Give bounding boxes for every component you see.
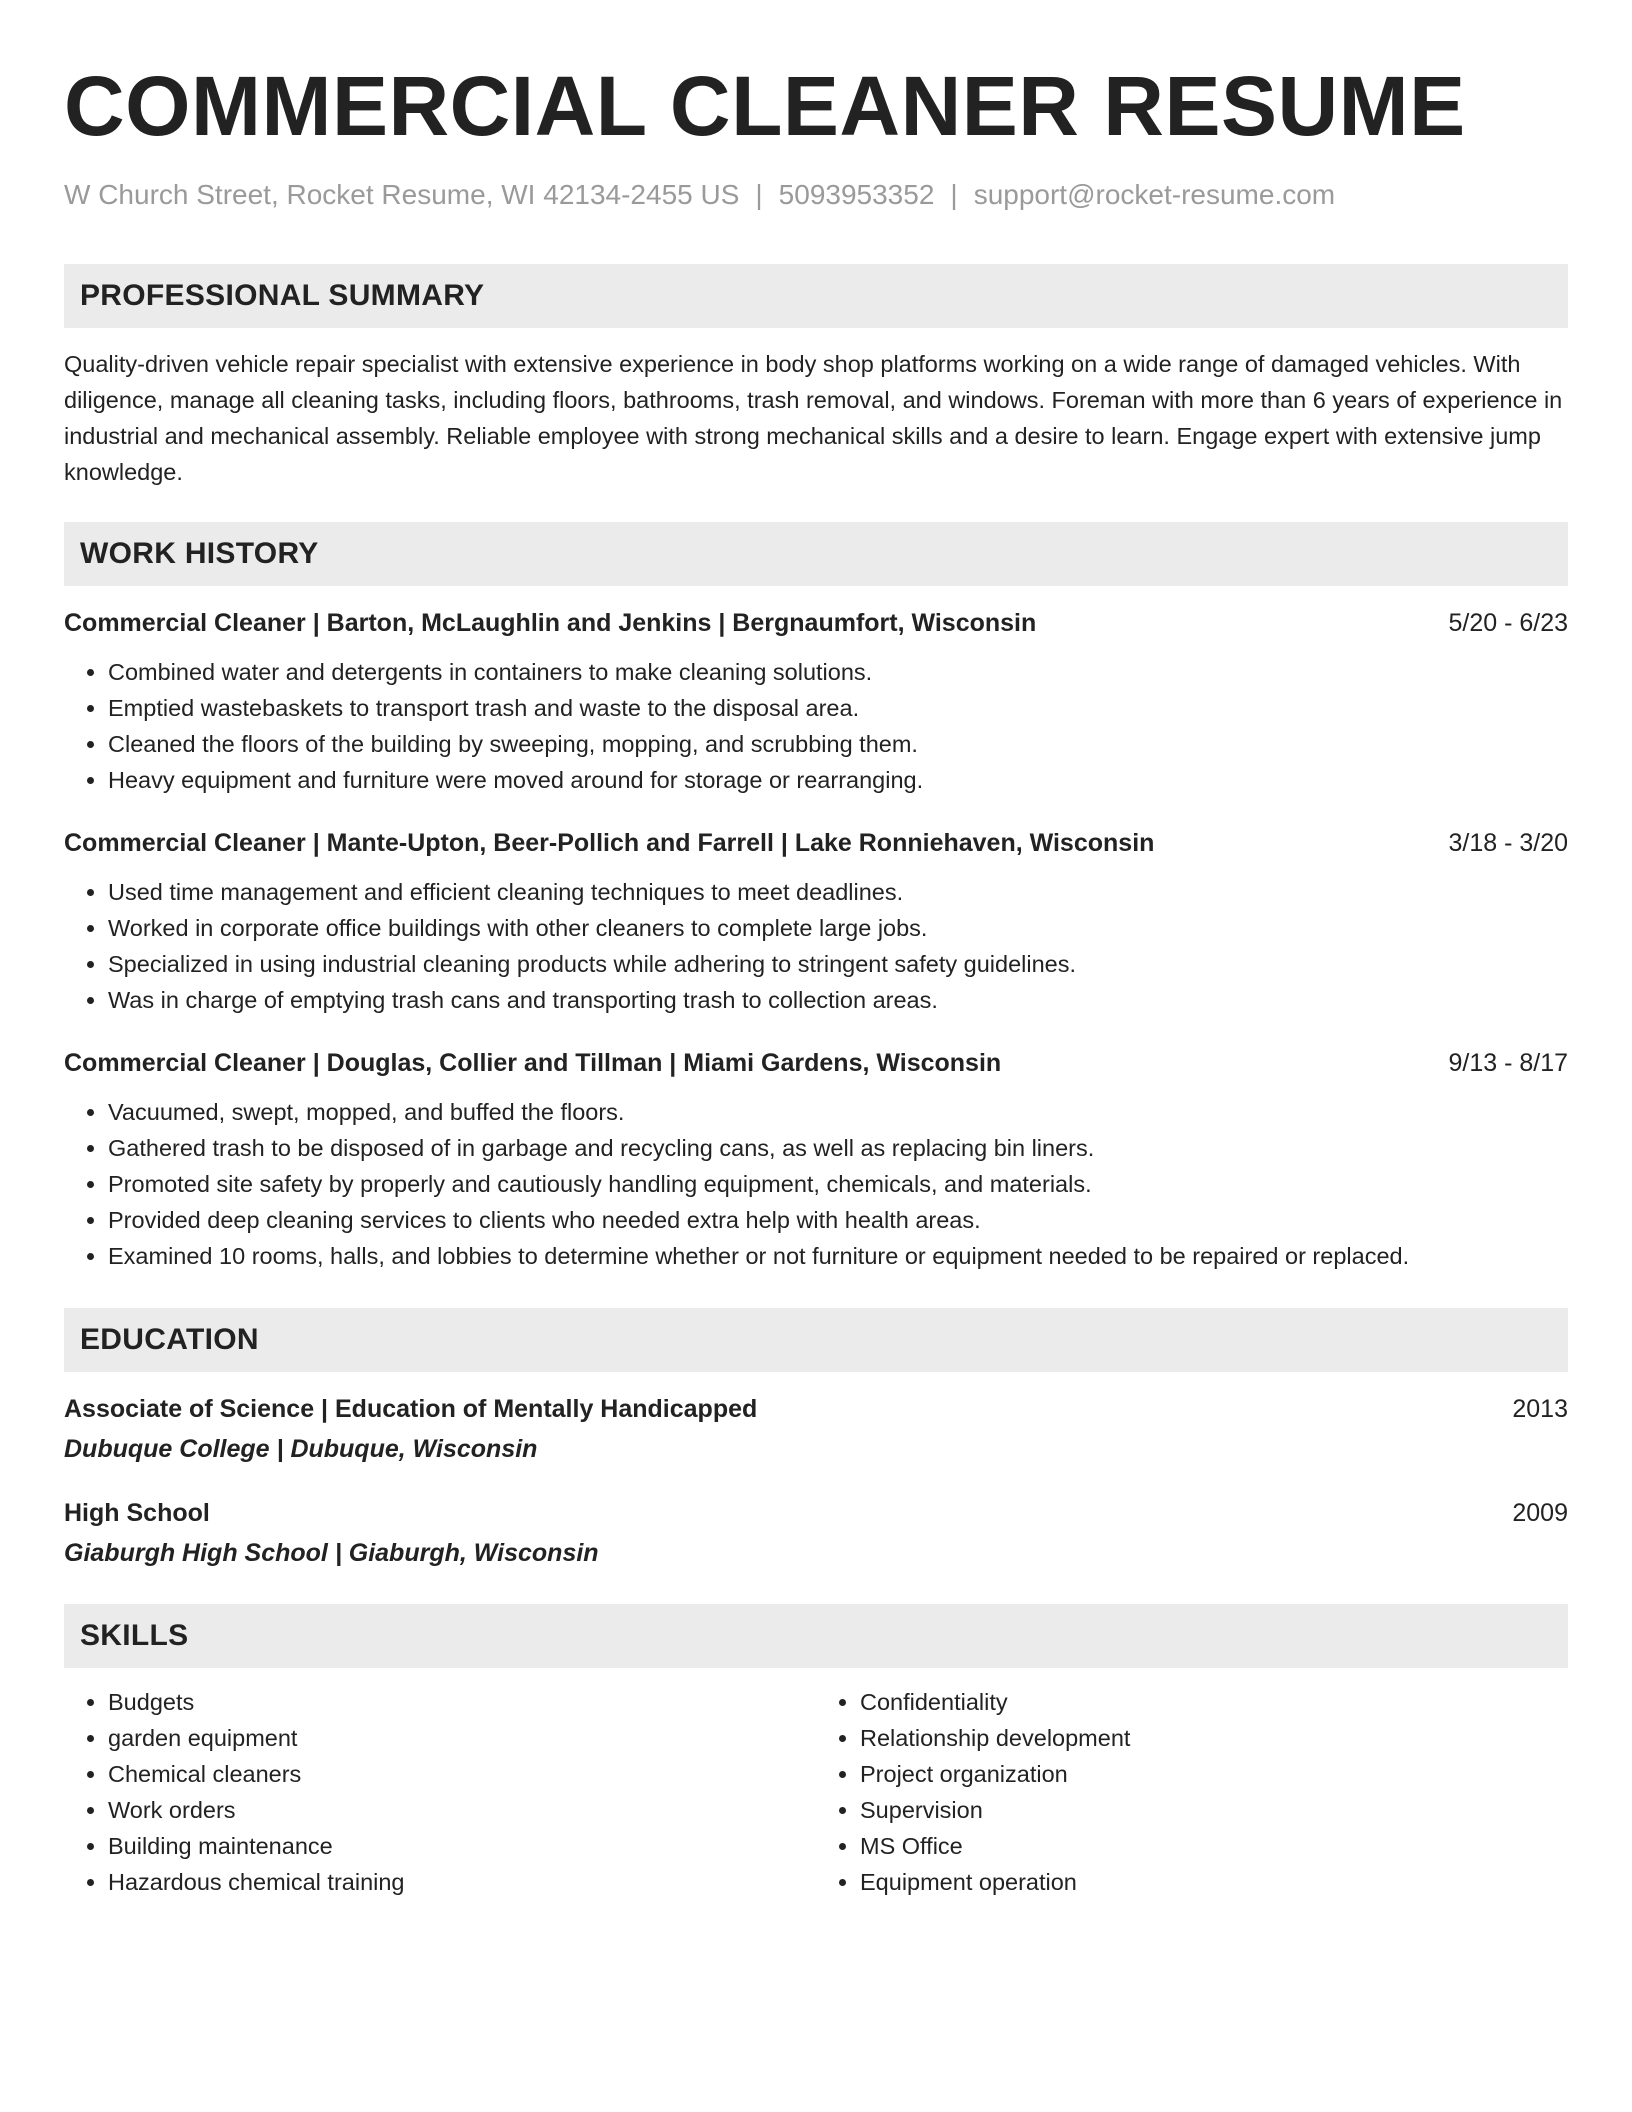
job-bullet: • Used time management and efficient cleaning techniques to meet deadlines. bbox=[108, 874, 1568, 910]
job-dates: 9/13 - 8/17 bbox=[1448, 1049, 1568, 1077]
education-school: Dubuque College | Dubuque, Wisconsin bbox=[64, 1435, 538, 1463]
education-header bbox=[64, 1392, 1568, 1426]
job-bullet: • Provided deep cleaning services to clients who needed extra help with health areas. bbox=[108, 1202, 1568, 1238]
job-title: Commercial Cleaner | Mante-Upton, Beer-Pollich and Farrell | Lake Ronniehaven, Wisconsin bbox=[64, 829, 1155, 857]
education-entry bbox=[64, 1392, 1568, 1466]
job-bullet: • Combined water and detergents in containers to make cleaning solutions. bbox=[108, 654, 1568, 690]
summary-section bbox=[64, 264, 1568, 490]
skill-item: • MS Office bbox=[860, 1828, 1568, 1864]
job-bullet: • Examined 10 rooms, halls, and lobbies to determine whether or not furniture or equipment needed to be repaired or replaced. bbox=[108, 1238, 1568, 1274]
summary-text: Quality-driven vehicle repair specialist with extensive experience in body shop platforms working on a wide range of damaged vehicles. With diligence, manage all cleaning tasks, including floors, bathrooms, trash removal, and windows. Foreman with more than 6 years of experience in industrial and mechanical assembly. Reliable employee with strong mechanical skills and a desire to learn. Engage expert with extensive jump knowledge. bbox=[64, 351, 1563, 485]
job-title: Commercial Cleaner | Barton, McLaughlin and Jenkins | Bergnaumfort, Wisconsin bbox=[64, 609, 1037, 637]
skill-item: • Work orders bbox=[108, 1792, 816, 1828]
job-bullet: • Cleaned the floors of the building by sweeping, mopping, and scrubbing them. bbox=[108, 726, 1568, 762]
education-entry bbox=[64, 1496, 1568, 1570]
skill-item: • Confidentiality bbox=[860, 1684, 1568, 1720]
job-title: Commercial Cleaner | Douglas, Collier and Tillman | Miami Gardens, Wisconsin bbox=[64, 1049, 1002, 1077]
skills-list-right bbox=[816, 1684, 1568, 1900]
skill-item: • Supervision bbox=[860, 1792, 1568, 1828]
job-header bbox=[64, 826, 1568, 860]
job-bullet: • Vacuumed, swept, mopped, and buffed the floors. bbox=[108, 1094, 1568, 1130]
job-entry bbox=[64, 606, 1568, 798]
contact-email: support@rocket-resume.com bbox=[973, 179, 1336, 210]
skill-item: • Project organization bbox=[860, 1756, 1568, 1792]
education-year: 2009 bbox=[1512, 1499, 1568, 1527]
education-degree: High School bbox=[64, 1499, 210, 1527]
education-header bbox=[64, 1496, 1568, 1530]
job-bullet: • Promoted site safety by properly and cautiously handling equipment, chemicals, and materials. bbox=[108, 1166, 1568, 1202]
skill-item: • Budgets bbox=[108, 1684, 816, 1720]
job-bullet: • Heavy equipment and furniture were moved around for storage or rearranging. bbox=[108, 762, 1568, 798]
education-year: 2013 bbox=[1512, 1395, 1568, 1423]
skill-item: • Hazardous chemical training bbox=[108, 1864, 816, 1900]
skill-item: • Building maintenance bbox=[108, 1828, 816, 1864]
education-school: Giaburgh High School | Giaburgh, Wisconsin bbox=[64, 1539, 599, 1567]
summary-heading: PROFESSIONAL SUMMARY bbox=[64, 264, 1568, 328]
education-section bbox=[64, 1308, 1568, 1570]
job-dates: 3/18 - 3/20 bbox=[1448, 829, 1568, 857]
contact-separator: | bbox=[755, 179, 763, 210]
skill-item: • Relationship development bbox=[860, 1720, 1568, 1756]
education-heading: EDUCATION bbox=[64, 1308, 1568, 1372]
work-history-section bbox=[64, 522, 1568, 1274]
job-header bbox=[64, 1046, 1568, 1080]
contact-address: W Church Street, Rocket Resume, WI 42134-2455 US bbox=[64, 179, 740, 210]
job-bullets bbox=[64, 1094, 1568, 1274]
job-entry bbox=[64, 826, 1568, 1018]
contact-phone: 5093953352 bbox=[778, 179, 935, 210]
job-dates: 5/20 - 6/23 bbox=[1448, 609, 1568, 637]
skills-section bbox=[64, 1604, 1568, 1900]
job-bullets bbox=[64, 654, 1568, 798]
job-bullet: • Was in charge of emptying trash cans and transporting trash to collection areas. bbox=[108, 982, 1568, 1018]
skill-item: • Equipment operation bbox=[860, 1864, 1568, 1900]
job-header bbox=[64, 606, 1568, 640]
work-history-heading: WORK HISTORY bbox=[64, 522, 1568, 586]
job-bullet: • Gathered trash to be disposed of in garbage and recycling cans, as well as replacing bin liners. bbox=[108, 1130, 1568, 1166]
contact-separator: | bbox=[950, 179, 958, 210]
skills-columns bbox=[64, 1684, 1568, 1900]
job-bullet: • Specialized in using industrial cleaning products while adhering to stringent safety guidelines. bbox=[108, 946, 1568, 982]
job-bullets bbox=[64, 874, 1568, 1018]
resume-title: COMMERCIAL CLEANER RESUME bbox=[64, 59, 1466, 153]
job-bullet: • Worked in corporate office buildings with other cleaners to complete large jobs. bbox=[108, 910, 1568, 946]
skills-heading: SKILLS bbox=[64, 1604, 1568, 1668]
skill-item: • garden equipment bbox=[108, 1720, 816, 1756]
skill-item: • Chemical cleaners bbox=[108, 1756, 816, 1792]
contact-line bbox=[64, 178, 1568, 212]
job-bullet: • Emptied wastebaskets to transport trash and waste to the disposal area. bbox=[108, 690, 1568, 726]
skills-list-left bbox=[64, 1684, 816, 1900]
job-entry bbox=[64, 1046, 1568, 1274]
education-degree: Associate of Science | Education of Mentally Handicapped bbox=[64, 1395, 758, 1423]
